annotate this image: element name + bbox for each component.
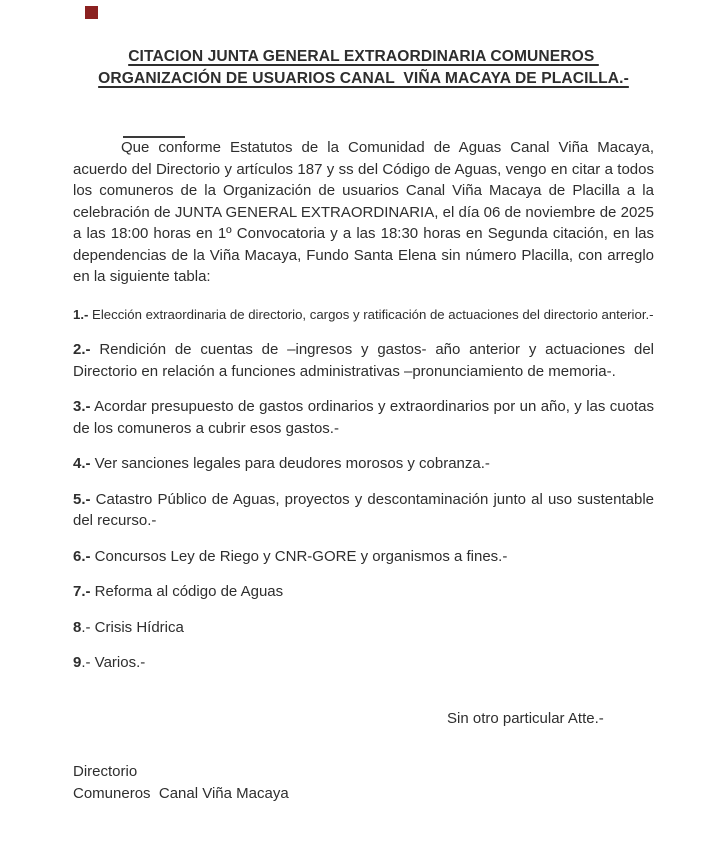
- agenda-number: 5.-: [73, 490, 91, 508]
- agenda-number: 3.-: [73, 398, 91, 415]
- signature-comuneros: Comuneros Canal Viña Macaya: [73, 784, 289, 802]
- agenda-number: 7.-: [73, 583, 91, 600]
- red-square-marker: [85, 6, 98, 19]
- agenda-number: 4.-: [73, 455, 91, 472]
- signature-block: [73, 761, 654, 804]
- agenda-text: Concursos Ley de Riego y CNR-GORE y organismos a fines.-: [90, 547, 508, 565]
- agenda-item-4: [73, 453, 654, 475]
- agenda-number: 8: [73, 618, 82, 636]
- intro-paragraph: Que conforme Estatutos de la Comunidad de Aguas Canal Viña Macaya, acuerdo del Directorio y artículos 187 y ss del Código de Aguas, vengo en citar a todos los comuneros de la Organización de usuarios Canal Viña Macaya de Placilla a la celebración de JUNTA GENERAL EXTRAORDINARIA, el día 06 de noviembre de 2025 a las 18:00 horas en 1º Convocatoria y a las 18:30 horas en Segunda citación, en las dependencias de la Viña Macaya, Fundo Santa Elena sin número Placilla, con arreglo en la siguiente tabla:: [73, 139, 654, 285]
- agenda-item-1: [73, 305, 654, 326]
- document-title-line1: CITACION JUNTA GENERAL EXTRAORDINARIA COMUNEROS: [128, 48, 599, 65]
- agenda-text: Ver sanciones legales para deudores morosos y cobranza.-: [90, 455, 490, 472]
- agenda-item-7: [73, 581, 654, 603]
- agenda-text: Catastro Público de Aguas, proyectos y descontaminación junto al uso sustentable del recurso.-: [73, 490, 654, 529]
- closing-line: Sin otro particular Atte.-: [447, 709, 604, 727]
- agenda-item-9: [73, 652, 654, 674]
- agenda-item-8: [73, 617, 654, 639]
- agenda-text: Elección extraordinaria de directorio, cargos y ratificación de actuaciones del directorio anterior.-: [88, 306, 654, 322]
- agenda-number: 6.-: [73, 547, 91, 565]
- document-title: [73, 46, 654, 89]
- agenda-number: 1.-: [73, 306, 89, 322]
- agenda-item-3: [73, 396, 654, 439]
- agenda-text: Rendición de cuentas de –ingresos y gastos- año anterior y actuaciones del Directorio en relación a funciones administrativas –pronunciamiento de memoria-.: [73, 341, 654, 380]
- agenda-number: 2.-: [73, 341, 91, 358]
- agenda-text: .- Varios.-: [81, 654, 146, 671]
- signature-directorio: Directorio: [73, 763, 138, 780]
- document-title-line2: ORGANIZACIÓN DE USUARIOS CANAL VIÑA MACAYA DE PLACILLA.-: [98, 69, 629, 87]
- agenda-item-6: [73, 546, 654, 568]
- agenda-number: 9: [73, 654, 82, 671]
- agenda-list: [73, 305, 654, 674]
- agenda-text: Acordar presupuesto de gastos ordinarios y extraordinarios por un año, y las cuotas de los comuneros a cubrir esos gastos.-: [73, 398, 654, 437]
- agenda-text: .- Crisis Hídrica: [81, 618, 184, 636]
- agenda-item-2: [73, 339, 654, 382]
- agenda-text: Reforma al código de Aguas: [90, 583, 284, 600]
- agenda-item-5: [73, 489, 654, 532]
- short-rule-line: [123, 136, 185, 138]
